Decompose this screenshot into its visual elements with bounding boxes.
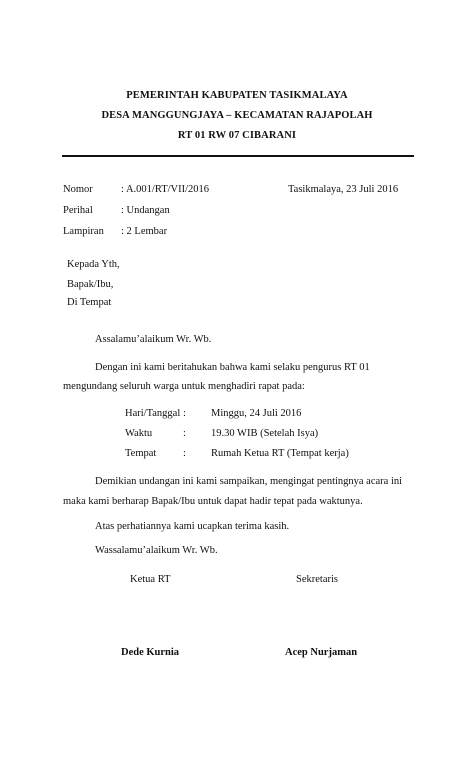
lampiran-value: : 2 Lembar	[121, 226, 168, 237]
intro-line-1: Dengan ini kami beritahukan bahwa kami selaku pengurus RT 01	[95, 362, 370, 373]
detail-value-place: Rumah Ketua RT (Tempat kerja)	[211, 448, 349, 459]
lampiran-label: Lampiran	[63, 226, 104, 237]
detail-label-date: Hari/Tanggal	[125, 408, 181, 419]
closing-line-1: Demikian undangan ini kami sampaikan, mengingat pentingnya acara ini	[95, 476, 403, 487]
signature-name-left: Dede Kurnia	[121, 647, 180, 658]
detail-colon-place: :	[183, 448, 186, 459]
letter-date: Tasikmalaya, 23 Juli 2016	[288, 184, 399, 195]
detail-colon-time: :	[183, 428, 186, 439]
perihal-value: : Undangan	[121, 205, 170, 216]
detail-value-time: 19.30 WIB (Setelah Isya)	[211, 428, 319, 439]
detail-colon-date: :	[183, 408, 186, 419]
signature-title-left: Ketua RT	[130, 574, 171, 585]
perihal-label: Perihal	[63, 205, 93, 216]
nomor-label: Nomor	[63, 184, 93, 195]
recipient-line-2: Bapak/Ibu,	[67, 279, 114, 290]
detail-value-date: Minggu, 24 Juli 2016	[211, 408, 302, 419]
thanks-line: Atas perhatiannya kami ucapkan terima kasih.	[95, 521, 290, 532]
letterhead-divider	[62, 155, 414, 157]
intro-line-2: mengundang seluruh warga untuk menghadiri rapat pada:	[63, 381, 305, 392]
letterhead-line-3: RT 01 RW 07 CIBARANI	[177, 130, 297, 141]
letterhead-line-2: DESA MANGGUNGJAYA – KECAMATAN RAJAPOLAH	[101, 110, 373, 121]
letterhead-line-1: PEMERINTAH KABUPATEN TASIKMALAYA	[126, 90, 348, 101]
detail-label-time: Waktu	[125, 428, 153, 439]
signature-name-right: Acep Nurjaman	[285, 647, 358, 658]
recipient-line-1: Kepada Yth,	[67, 259, 120, 270]
closing-line-2: maka kami berharap Bapak/Ibu untuk dapat hadir tepat pada waktunya.	[63, 496, 363, 507]
nomor-value: : A.001/RT/VII/2016	[121, 184, 210, 195]
detail-label-place: Tempat	[125, 448, 157, 459]
recipient-line-3: Di Tempat	[67, 297, 112, 308]
greeting: Assalamu’alaikum Wr. Wb.	[95, 334, 212, 345]
signature-title-right: Sekretaris	[296, 574, 338, 585]
farewell-line: Wassalamu’alaikum Wr. Wb.	[95, 545, 218, 556]
